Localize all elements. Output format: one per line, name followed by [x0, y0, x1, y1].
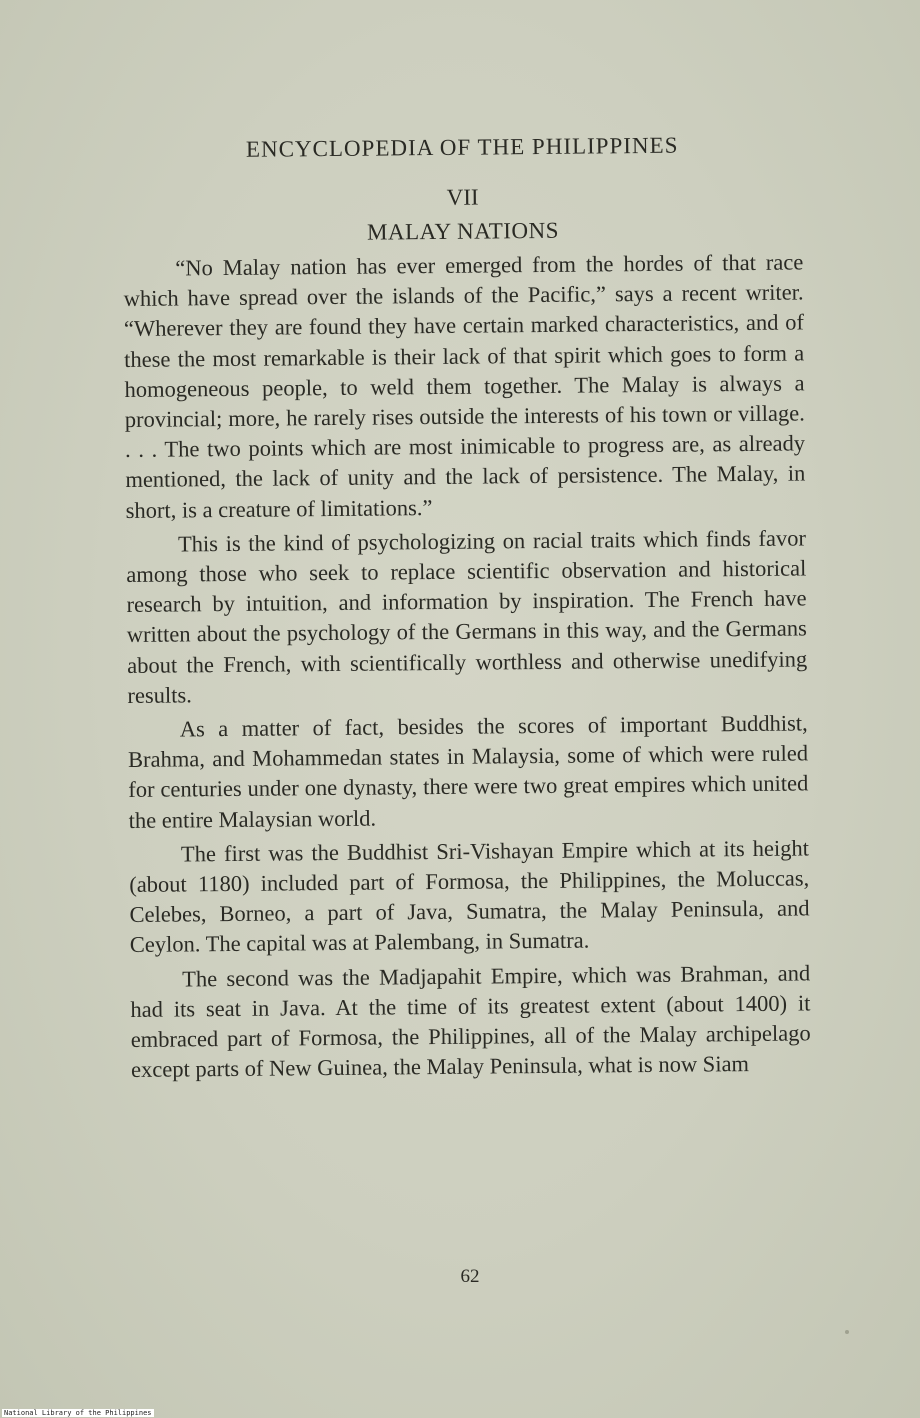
paragraph-quote: “No Malay nation has ever emerged from the hordes of that race which have spread over the islands of the Pacific,” says a recent writer. “Wherever they are found they have certain marked characteristics, and of these the most remarkable is their lack of that spirit which goes to form a homogeneous people, to weld them together. The Malay is always a provincial; more, he rarely rises outside the interests of his town or village. . . . The two points which are most inimicable to progress are, as already mentioned, the lack of unity and the lack of persistence. The Malay, in short, is a creature of limitations.” — [123, 249, 806, 523]
page-text-block — [122, 121, 811, 1085]
paper-speck — [845, 1330, 849, 1334]
chapter-number: VII — [446, 184, 479, 210]
paragraph-matter-of-fact: As a matter of fact, besides the scores of important Buddhist, Brahma, and Mohammedan states in Malaysia, some of which were ruled for centuries under one dynasty, there were two great empires which united the entire Malaysian world. — [127, 710, 809, 833]
paragraph-madjapahit: The second was the Madjapahit Empire, which was Brahman, and had its seat in Java. At the time of its greatest extent (about 1400) it embraced part of Formosa, the Philippines, all of the Malay archipelago except parts of New Guinea, the Malay Peninsula, what is now Siam — [130, 960, 811, 1083]
page-number: 62 — [460, 1266, 480, 1287]
paragraph-psychologizing: This is the kind of psychologizing on racial traits which finds favor among those who seek to replace scientific observation and historical research by intuition, and information by inspiration. The French have written about the psychology of the Germans in this way, and the Germans about the French, with scientifically worthless and otherwise unedifying results. — [126, 525, 808, 708]
library-credit: National Library of the Philippines — [4, 1409, 152, 1417]
paragraph-sri-vishayan: The first was the Buddhist Sri-Vishayan Empire which at its height (about 1180) included part of Formosa, the Philippines, the Moluccas, Celebes, Borneo, a part of Java, Sumatra, the Malay Peninsula, and Ceylon. The capital was at Palembang, in Sumatra. — [129, 835, 810, 958]
chapter-title: MALAY NATIONS — [366, 217, 560, 245]
running-head: ENCYCLOPEDIA OF THE PHILIPPINES — [245, 132, 679, 162]
